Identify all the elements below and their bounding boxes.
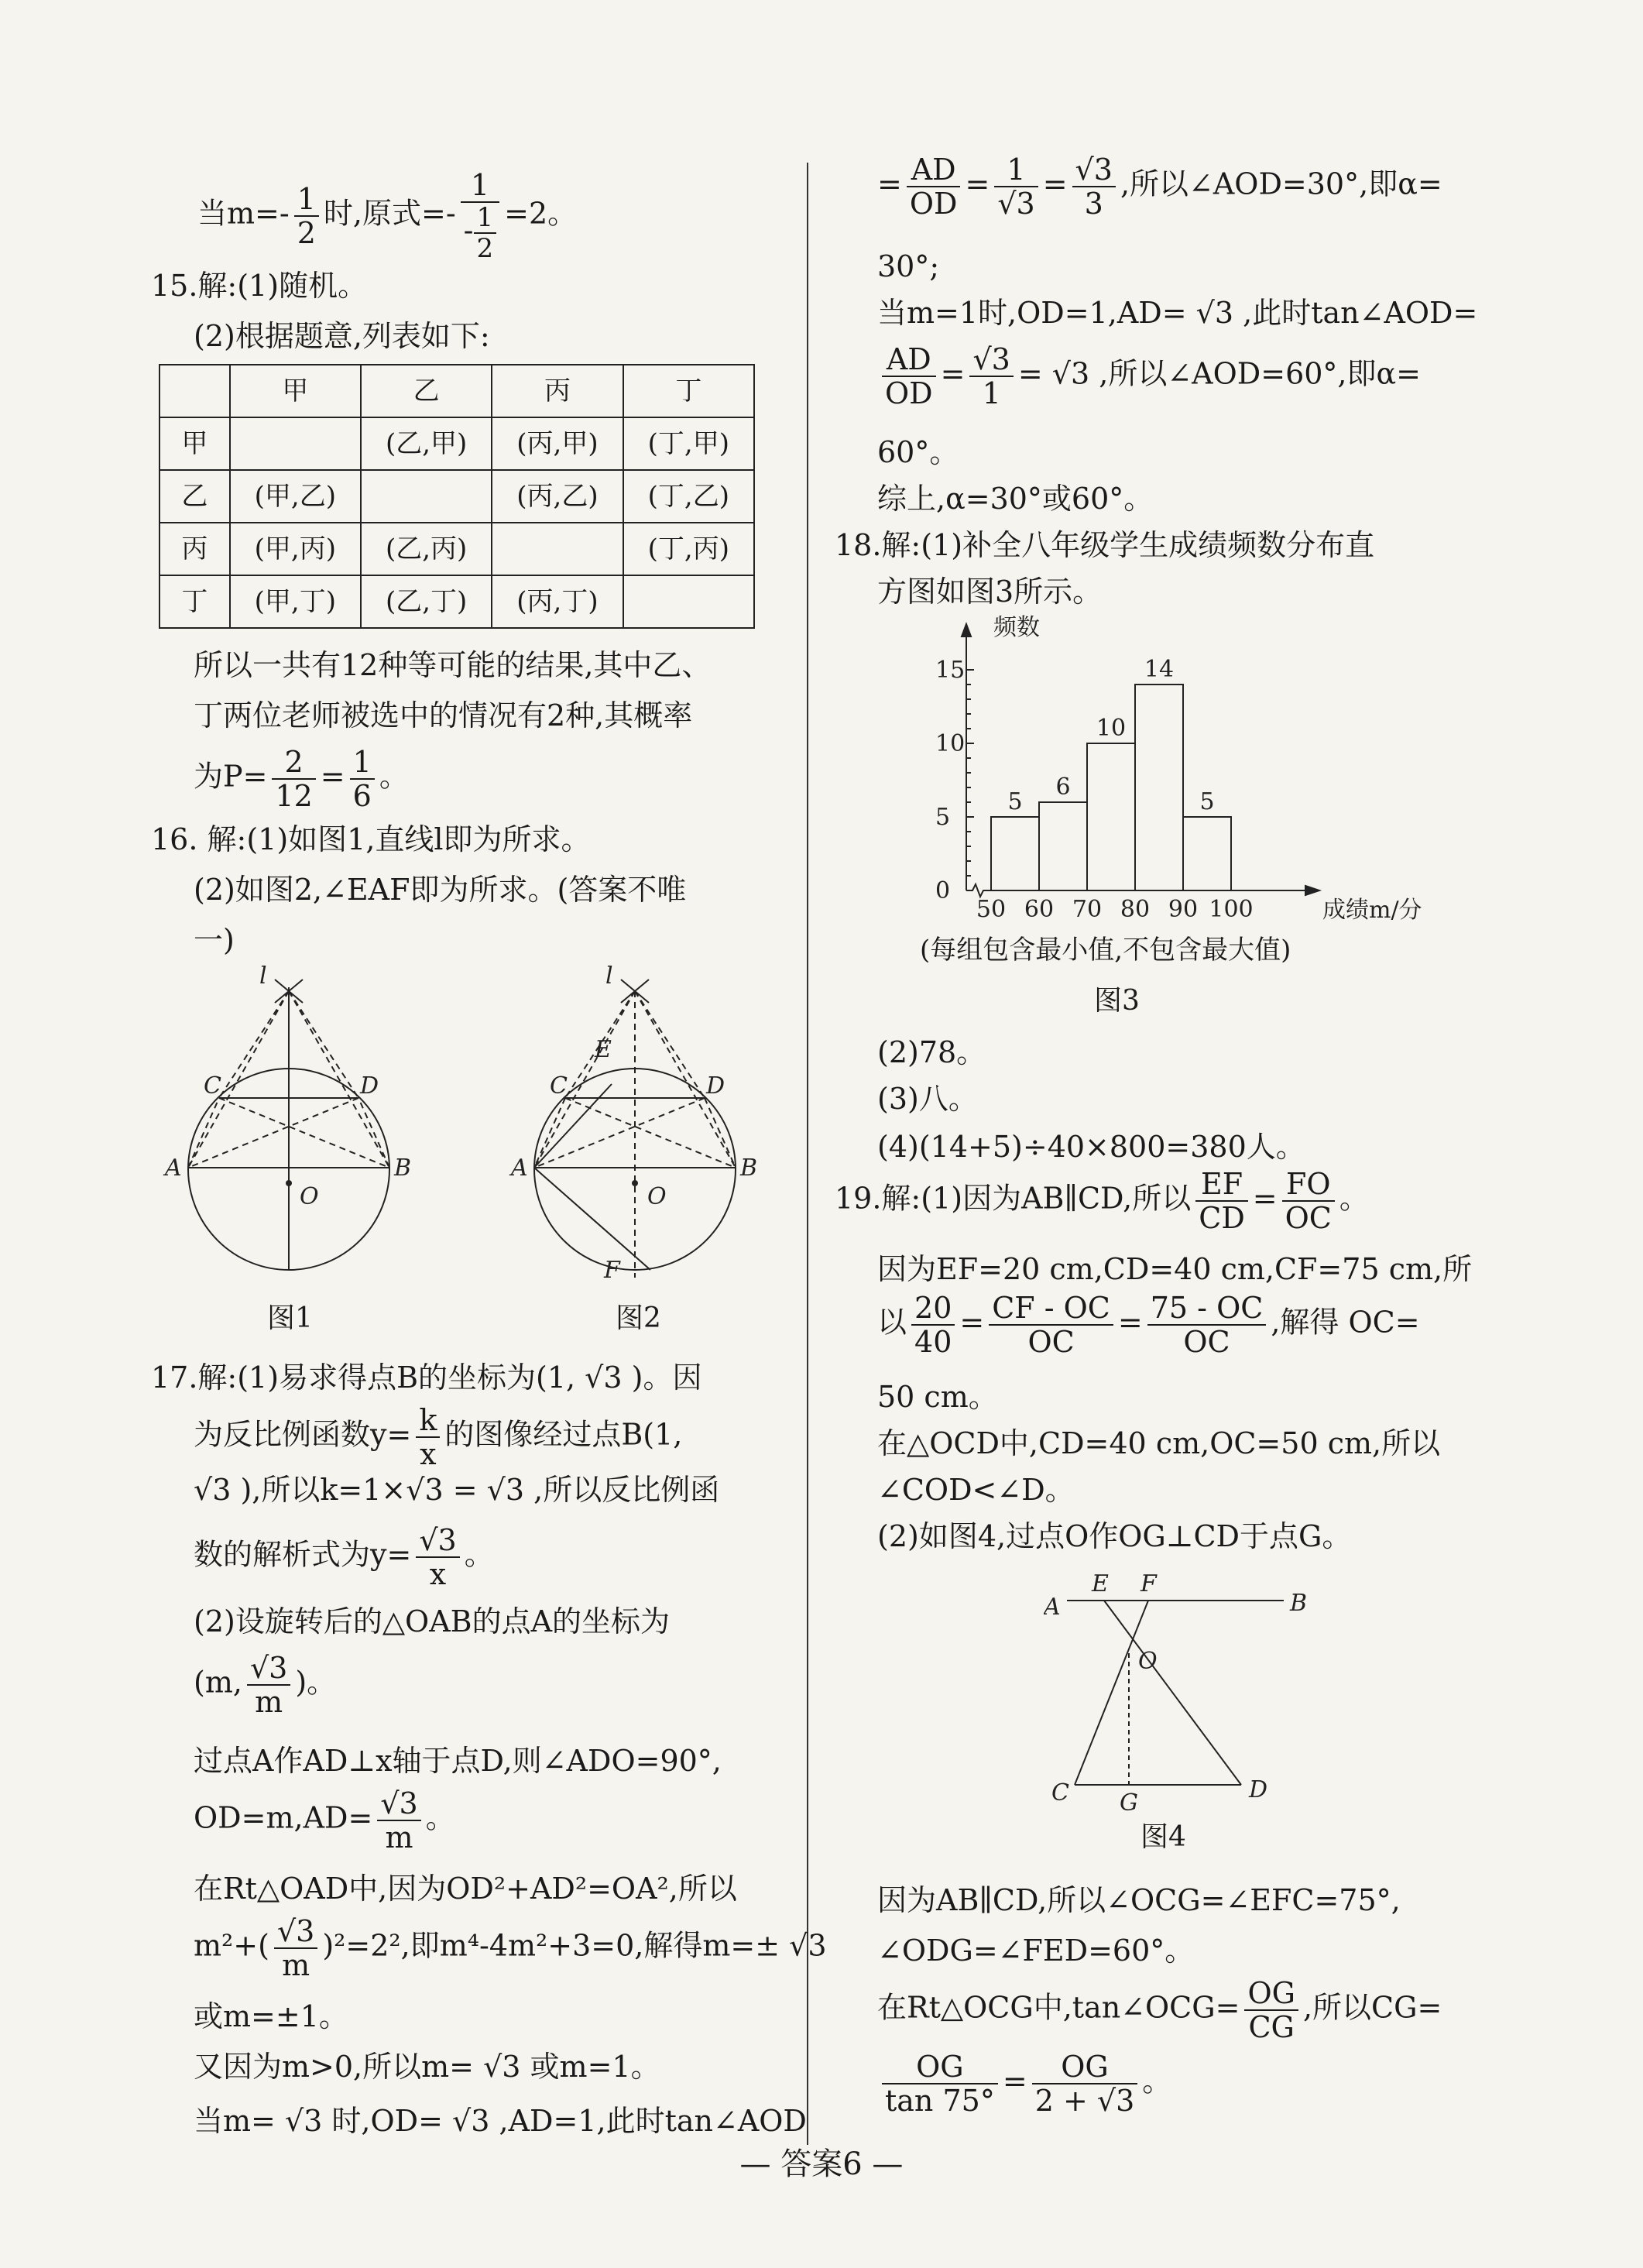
q19-part7: (2)如图4,过点O作OG⊥CD于点G。 <box>877 1519 1352 1553</box>
label-E: E <box>1092 1570 1109 1597</box>
table-cell: (乙,丙) <box>361 523 492 575</box>
q18-part3: (2)78。 <box>877 1035 986 1069</box>
table-row <box>159 470 754 523</box>
table-cell: 甲 <box>159 417 230 470</box>
histogram-bar <box>1087 743 1135 890</box>
table-cell: 丙 <box>159 523 230 575</box>
label-C: C <box>1051 1779 1069 1807</box>
q19-part8: 因为AB∥CD,所以∠OCG=∠EFC=75°, <box>877 1883 1401 1917</box>
x-tick-label: 90 <box>1168 896 1199 923</box>
figure-3-caption: 图3 <box>1094 985 1140 1017</box>
y-axis-arrow <box>962 624 971 636</box>
bar-value-label: 6 <box>1055 774 1071 801</box>
label-A: A <box>511 1155 528 1182</box>
y-axis-label: 频数 <box>993 614 1040 641</box>
q15-part3: 所以一共有12种等可能的结果,其中乙、 <box>194 648 712 682</box>
q19-part10: 在Rt△OCG中,tan∠OCG= $\frac{OG}{CG}$ ,所以CG= <box>877 1976 1442 2044</box>
label-B: B <box>394 1155 412 1182</box>
line-l1: 当m=- $\frac{1}{2}$ 时,原式=- 1 - $\frac{1}{2}$ =2。 <box>197 168 578 264</box>
bar-value-label: 5 <box>1007 788 1023 815</box>
center-point <box>286 1180 292 1186</box>
column-divider <box>807 163 808 2145</box>
q17-part11: 或m=±1。 <box>194 1999 348 2033</box>
x-tick-label: 70 <box>1072 896 1103 923</box>
histogram-bar <box>991 817 1039 890</box>
label-E: E <box>595 1036 612 1063</box>
x-tick-label: 100 <box>1209 896 1254 923</box>
table-cell: (丙,甲) <box>492 417 623 470</box>
line-r1: = $\frac{AD}{OD}$ = $\frac{1}{√3}$ = $\frac{√3}{3}$ ,所以∠AOD=30°,即α= <box>877 153 1442 221</box>
line-r3: 当m=1时,OD=1,AD= √3 ,此时tan∠AOD= <box>877 296 1478 330</box>
y-tick-label: 15 <box>935 657 966 684</box>
table-row <box>159 417 754 470</box>
table-cell: (甲,乙) <box>230 470 361 523</box>
q17-part4: 数的解析式为y= $\frac{√3}{x}$ 。 <box>194 1523 494 1591</box>
q16-part3: 一) <box>194 923 235 957</box>
histogram-note: (每组包含最小值,不包含最大值) <box>920 935 1291 966</box>
figure-2-caption: 图2 <box>616 1302 661 1334</box>
q17-part7: 过点A作AD⊥x轴于点D,则∠ADO=90°, <box>194 1744 722 1778</box>
table-row <box>159 523 754 575</box>
q19-part3: 以 $\frac{20}{40}$ = $\frac{CF - OC}{OC}$ = $\frac{75 - OC}{OC}$ ,解得 OC= <box>877 1291 1420 1359</box>
line-r5: 60°。 <box>877 435 959 469</box>
label-G: G <box>1120 1789 1138 1816</box>
x-tick-label: 60 <box>1024 896 1055 923</box>
table-cell <box>623 575 754 628</box>
q19-part11: $\frac{OG}{\tan 75^\circ}$ = $\frac{OG}{2 + √3}$ 。 <box>835 2052 1171 2115</box>
table-cell <box>159 365 230 417</box>
table-cell: 乙 <box>159 470 230 523</box>
figure-4 <box>1044 1568 1322 1816</box>
histogram-bar <box>1039 802 1087 890</box>
q17-part9: 在Rt△OAD中,因为OD²+AD²=OA²,所以 <box>194 1872 737 1906</box>
y-tick-label: 5 <box>935 804 951 831</box>
q15-part1: 15.解:(1)随机。 <box>151 269 368 303</box>
label-O: O <box>1138 1648 1158 1675</box>
histogram-bar <box>1135 685 1183 890</box>
x-axis-label: 成绩m/分 <box>1322 897 1422 924</box>
q15-part2: (2)根据题意,列表如下: <box>194 319 490 353</box>
q17-part13: 当m= √3 时,OD= √3 ,AD=1,此时tan∠AOD <box>194 2104 807 2138</box>
figure-4-caption: 图4 <box>1140 1821 1186 1853</box>
q17-part3: √3 ),所以k=1×√3 = √3 ,所以反比例函 <box>194 1473 720 1507</box>
table-cell: (丁,丙) <box>623 523 754 575</box>
table-cell: 丁 <box>623 365 754 417</box>
line-r6: 综上,α=30°或60°。 <box>877 482 1154 516</box>
q17-part2: 为反比例函数y= $\frac{k}{x}$ 的图像经过点B(1, <box>194 1403 683 1471</box>
bar-value-label: 5 <box>1199 788 1215 815</box>
label-C: C <box>550 1072 568 1100</box>
q17-part1: 17.解:(1)易求得点B的坐标为(1, √3 )。因 <box>151 1360 702 1395</box>
table-cell: 乙 <box>361 365 492 417</box>
q16-part1: 16. 解:(1)如图1,直线l即为所求。 <box>151 822 591 856</box>
label-F: F <box>1140 1570 1157 1597</box>
table-row <box>159 575 754 628</box>
q18-part2: 方图如图3所示。 <box>877 575 1103 609</box>
q19-part6: ∠COD<∠D。 <box>877 1473 1075 1507</box>
table-cell: (丁,乙) <box>623 470 754 523</box>
q17-part12: 又因为m>0,所以m= √3 或m=1。 <box>194 2050 660 2084</box>
q19-part4: 50 cm。 <box>877 1380 998 1414</box>
line-r4: $\frac{AD}{OD}$ = $\frac{√3}{1}$ = √3 ,所以∠AOD=60°,即α= <box>835 345 1421 408</box>
table-cell: (乙,甲) <box>361 417 492 470</box>
histogram-bar <box>1183 817 1231 890</box>
table-cell: (丙,乙) <box>492 470 623 523</box>
q18-part5: (4)(14+5)÷40×800=380人。 <box>877 1130 1305 1164</box>
page-footer: — 答案6 — <box>739 2146 904 2182</box>
table-cell: (丙,丁) <box>492 575 623 628</box>
label-l: l <box>605 962 613 990</box>
label-A: A <box>165 1155 182 1182</box>
figure-1-caption: 图1 <box>267 1302 313 1334</box>
label-D: D <box>360 1072 379 1100</box>
table-cell: 丙 <box>492 365 623 417</box>
q18-part1: 18.解:(1)补全八年级学生成绩频数分布直 <box>835 528 1375 562</box>
table-cell: (甲,丙) <box>230 523 361 575</box>
line-r2: 30°; <box>877 249 940 283</box>
q15-part5: 为P= $\frac{2}{12}$ = $\frac{1}{6}$ 。 <box>194 745 409 813</box>
table-cell: (丁,甲) <box>623 417 754 470</box>
label-O: O <box>300 1183 319 1210</box>
label-D: D <box>1249 1776 1268 1803</box>
q16-part2: (2)如图2,∠EAF即为所求。(答案不唯 <box>194 873 687 907</box>
q19-part1: 19.解:(1)因为AB∥CD,所以 $\frac{EF}{CD}$ = $\frac{FO}{OC}$ 。 <box>835 1167 1369 1235</box>
x-tick-label: 80 <box>1120 896 1151 923</box>
center-point <box>632 1180 638 1186</box>
q17-part5: (2)设旋转后的△OAB的点A的坐标为 <box>194 1604 671 1638</box>
label-O: O <box>647 1183 667 1210</box>
table-cell <box>230 417 361 470</box>
outcome-table <box>159 364 755 629</box>
q17-part8: OD=m,AD= $\frac{√3}{m}$ 。 <box>194 1786 455 1855</box>
y-tick-label: 10 <box>935 730 966 757</box>
label-B: B <box>740 1155 758 1182</box>
y-tick-label: 0 <box>935 877 951 904</box>
bar-value-label: 10 <box>1096 715 1127 742</box>
table-cell: (乙,丁) <box>361 575 492 628</box>
label-C: C <box>204 1072 221 1100</box>
table-cell <box>361 470 492 523</box>
q19-part5: 在△OCD中,CD=40 cm,OC=50 cm,所以 <box>877 1426 1441 1460</box>
label-F: F <box>604 1257 620 1284</box>
x-tick-label: 50 <box>976 896 1007 923</box>
q17-part6: (m, $\frac{√3}{m}$ )。 <box>194 1651 337 1719</box>
figure-1 <box>151 960 476 1301</box>
table-header-row <box>159 365 754 417</box>
q19-part2: 因为EF=20 cm,CD=40 cm,CF=75 cm,所 <box>877 1252 1473 1286</box>
bar-value-label: 14 <box>1144 656 1175 683</box>
label-B: B <box>1290 1590 1308 1617</box>
x-axis-arrow <box>1305 886 1319 895</box>
q18-part4: (3)八。 <box>877 1082 978 1116</box>
figure-2 <box>496 960 805 1301</box>
table-cell <box>492 523 623 575</box>
label-D: D <box>706 1072 725 1100</box>
label-A: A <box>1044 1594 1061 1621</box>
table-cell: 甲 <box>230 365 361 417</box>
q15-part4: 丁两位老师被选中的情况有2种,其概率 <box>194 698 693 733</box>
q17-part10: m²+( $\frac{√3}{m}$ )²=2²,即m⁴-4m²+3=0,解得m=± √3 <box>194 1914 827 1982</box>
table-cell: 丁 <box>159 575 230 628</box>
q19-part9: ∠ODG=∠FED=60°。 <box>877 1933 1195 1968</box>
table-cell: (甲,丁) <box>230 575 361 628</box>
histogram-figure-3 <box>881 612 1470 937</box>
label-l: l <box>259 962 267 990</box>
